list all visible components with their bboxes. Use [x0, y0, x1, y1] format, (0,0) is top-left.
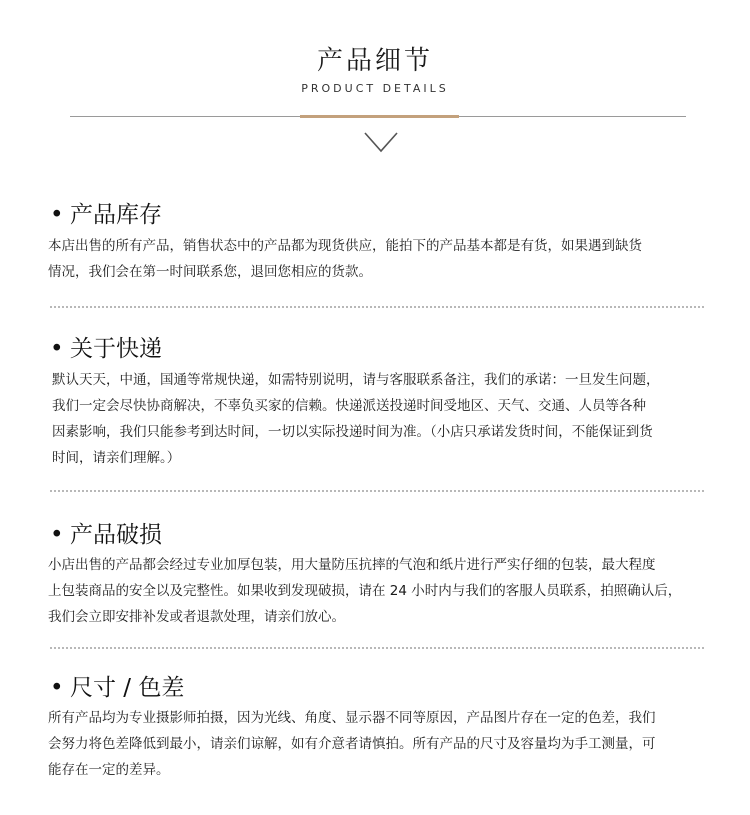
section-line: 默认天天，中通，国通等常规快递，如需特别说明，请与客服联系备注，我们的承诺：一旦发生问题，	[52, 372, 660, 388]
chevron-down-icon	[363, 131, 399, 153]
section-line: 因素影响，我们只能参考到达时间，一切以实际投递时间为准。（小店只承诺发货时间，不能保证到货	[52, 424, 653, 440]
page-subtitle: PRODUCT DETAILS	[301, 82, 449, 95]
section-line: 我们一定会尽快协商解决，不辜负买家的信赖。快递派送投递时间受地区、天气、交通、人员等各种	[52, 398, 646, 414]
bullet-icon: •	[50, 202, 64, 228]
section-line: 情况，我们会在第一时间联系您，退回您相应的货款。	[48, 264, 372, 280]
section-line: 所有产品均为专业摄影师拍摄，因为光线、角度、显示器不同等原因，产品图片存在一定的色差，我们	[48, 710, 656, 726]
section-title-text: 尺寸 / 色差	[70, 675, 185, 701]
section-title-text: 产品库存	[70, 202, 162, 228]
dotted-divider	[50, 490, 704, 492]
section-title-inventory	[50, 196, 162, 229]
section-line: 时间，请亲们理解。）	[52, 450, 181, 466]
section-body-delivery	[52, 367, 742, 471]
page-title: 产品细节	[316, 46, 433, 76]
section-body-size-color	[48, 705, 738, 783]
bullet-icon: •	[50, 522, 64, 548]
section-title-text: 关于快递	[70, 336, 162, 362]
section-title-damage	[50, 516, 162, 549]
header-accent-bar	[300, 115, 459, 118]
section-body-inventory	[48, 233, 738, 285]
section-line: 会努力将色差降低到最小，请亲们谅解，如有介意者请慎拍。所有产品的尺寸及容量均为手工测量，可	[48, 736, 656, 752]
section-line: 能存在一定的差异。	[48, 762, 170, 778]
bullet-icon: •	[50, 675, 64, 701]
section-line: 上包装商品的安全以及完整性。如果收到发现破损，请在 24 小时内与我们的客服人员联系，拍照确认后，	[48, 583, 682, 599]
section-title-delivery	[50, 330, 162, 363]
dotted-divider	[50, 647, 704, 649]
section-body-damage	[48, 552, 738, 630]
section-line: 小店出售的产品都会经过专业加厚包装，用大量防压抗摔的气泡和纸片进行严实仔细的包装，最大程度	[48, 557, 656, 573]
section-line: 我们会立即安排补发或者退款处理，请亲们放心。	[48, 609, 345, 625]
section-line: 本店出售的所有产品，销售状态中的产品都为现货供应，能拍下的产品基本都是有货，如果遇到缺货	[48, 238, 642, 254]
dotted-divider	[50, 306, 704, 308]
section-title-text: 产品破损	[70, 522, 162, 548]
section-title-size-color	[50, 669, 184, 702]
bullet-icon: •	[50, 336, 64, 362]
